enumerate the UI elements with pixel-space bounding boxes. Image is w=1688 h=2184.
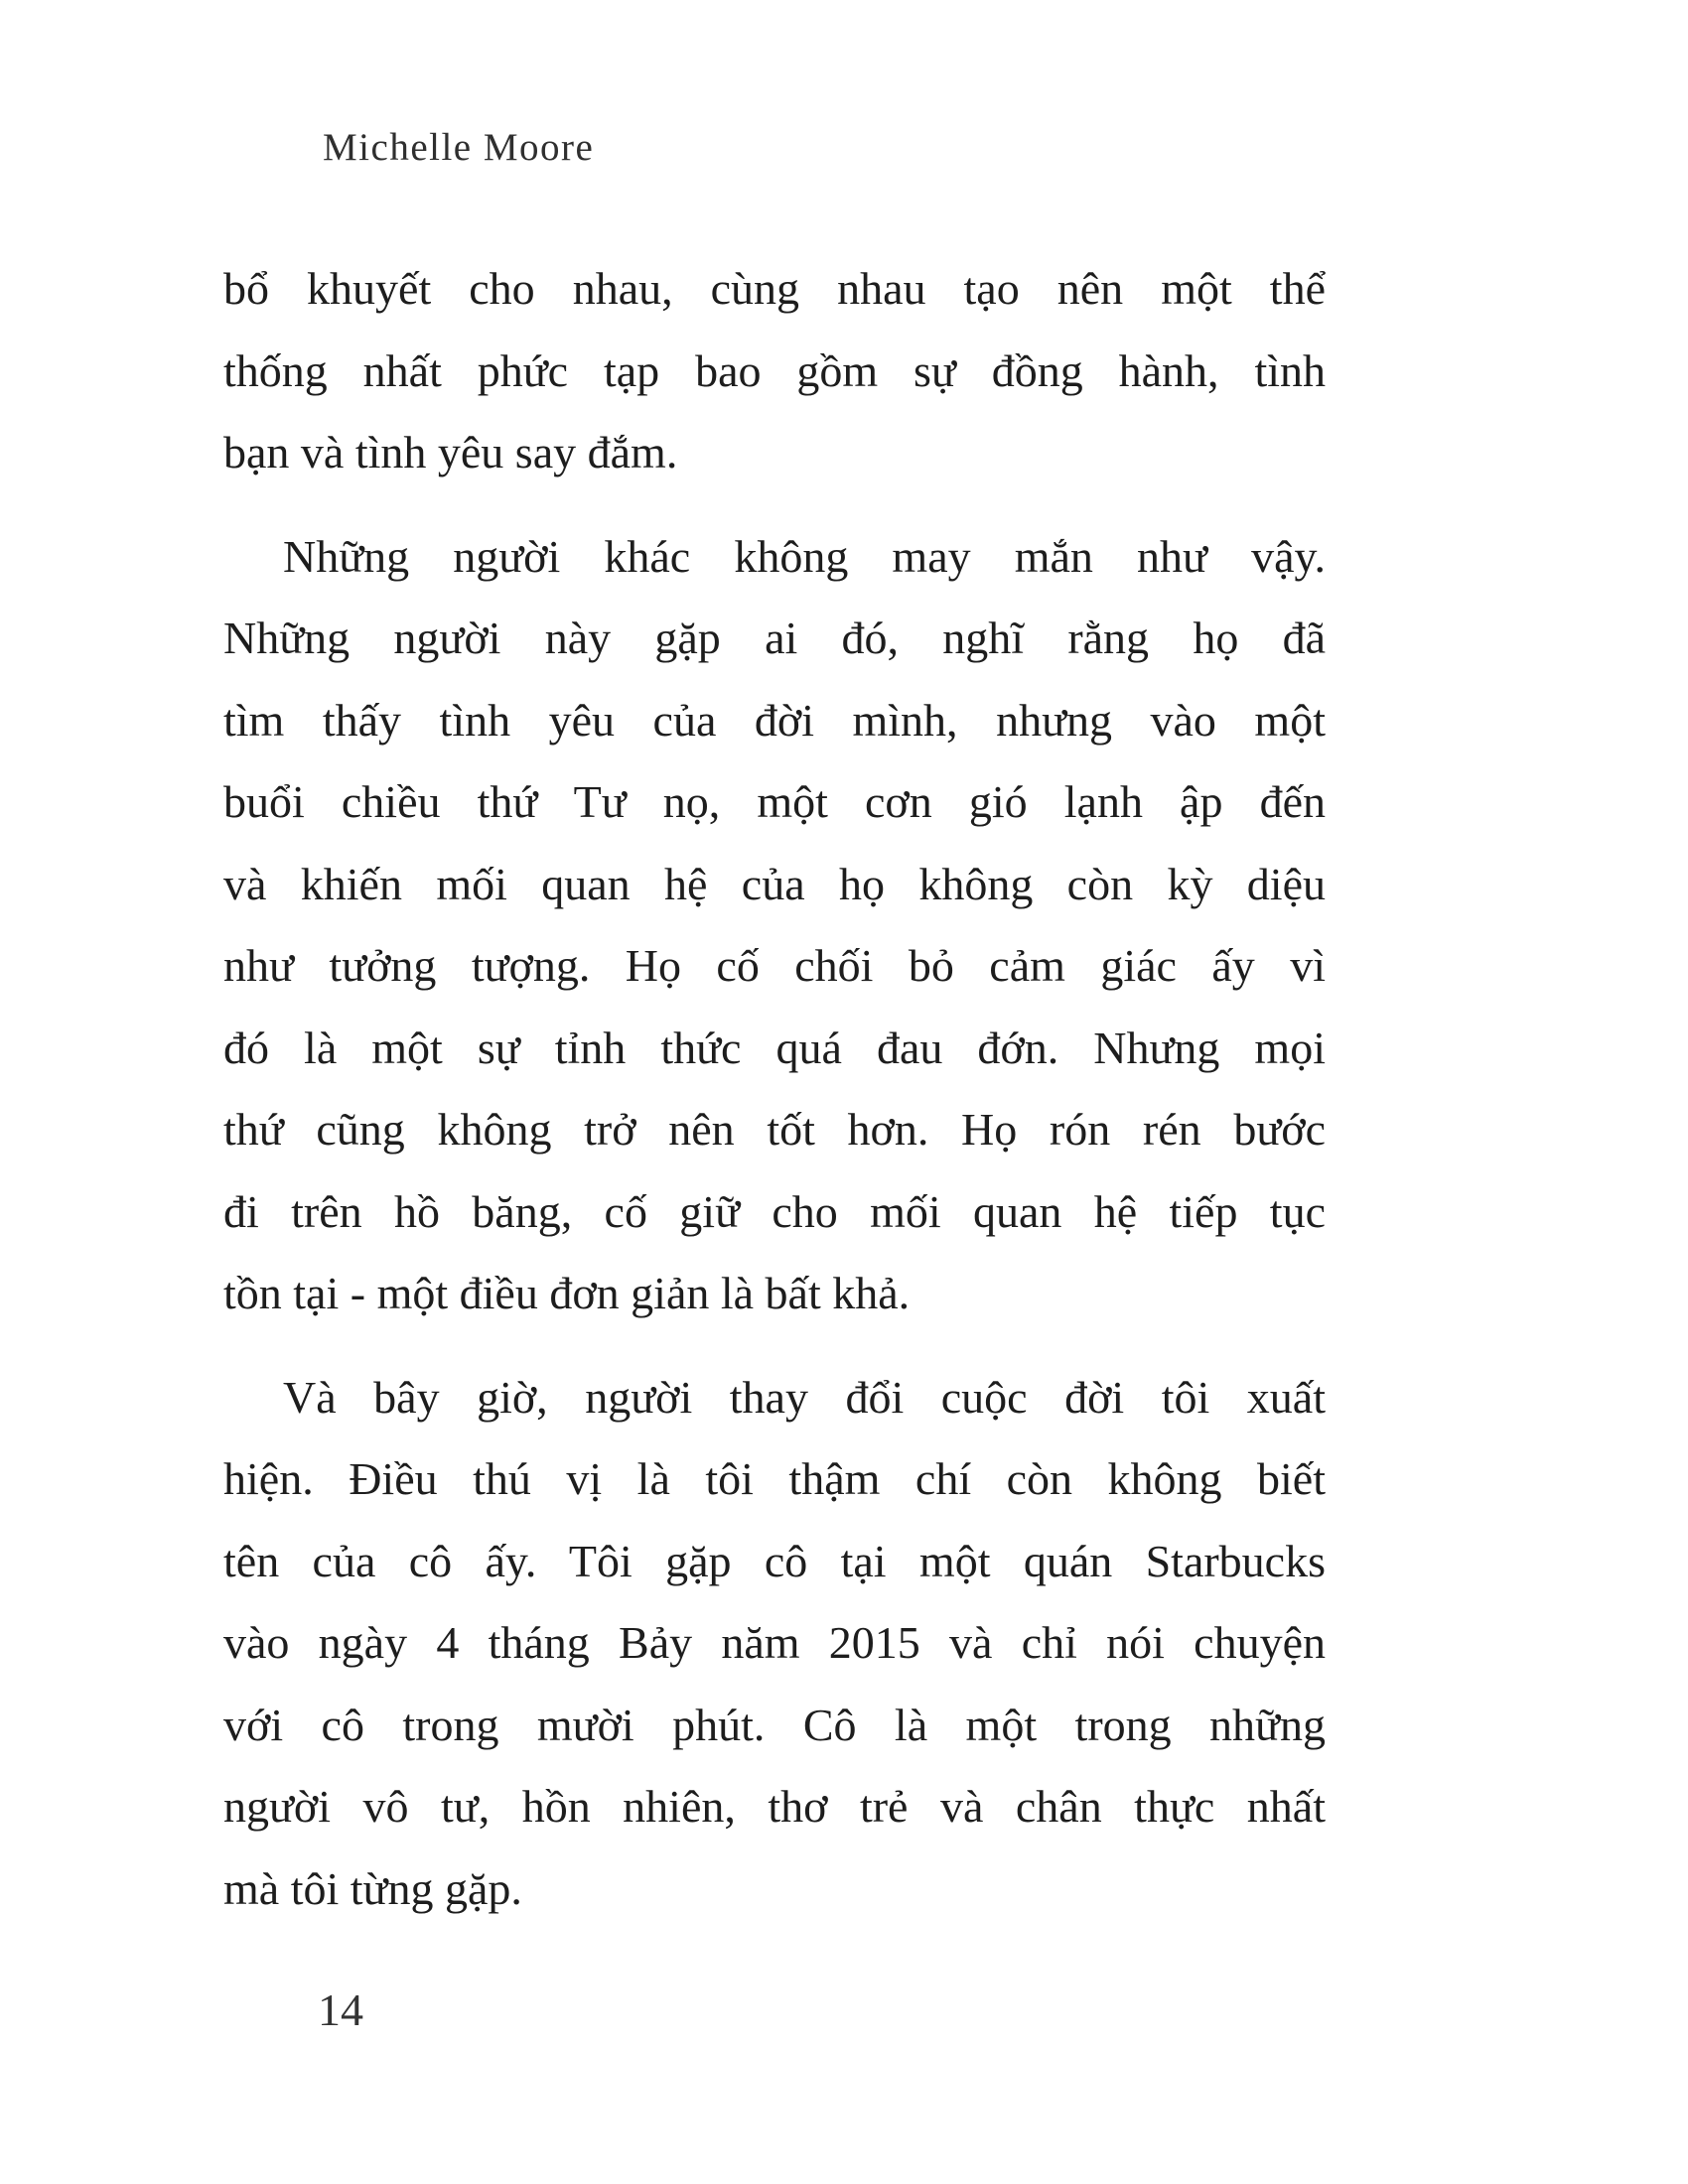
text-line: tìm thấy tình yêu của đời mình, nhưng vào một [223, 694, 1326, 746]
paragraph [223, 516, 1326, 1335]
text-line: đó là một sự tỉnh thức quá đau đớn. Nhưng mọi [223, 1022, 1326, 1073]
text-line: đi trên hồ băng, cố giữ cho mối quan hệ tiếp tục [223, 1185, 1326, 1237]
page-number: 14 [318, 1984, 363, 2035]
text-line: buổi chiều thứ Tư nọ, một cơn gió lạnh ập đến [223, 776, 1326, 827]
text-line: bạn và tình yêu say đắm. [223, 427, 678, 478]
text-line: Những người khác không may mắn như vậy. [283, 530, 1326, 582]
text-line: tồn tại - một điều đơn giản là bất khả. [223, 1268, 911, 1318]
paragraph [223, 1357, 1326, 1931]
text-line: như tưởng tượng. Họ cố chối bỏ cảm giác ấy vì [223, 940, 1326, 991]
paragraph [223, 248, 1326, 494]
text-line: thứ cũng không trở nên tốt hơn. Họ rón rén bước [223, 1104, 1326, 1155]
running-header: Michelle Moore [323, 126, 595, 169]
text-line: mà tôi từng gặp. [223, 1862, 522, 1914]
text-line: bổ khuyết cho nhau, cùng nhau tạo nên một thể [223, 263, 1326, 314]
text-line: thống nhất phức tạp bao gồm sự đồng hành, tình [223, 344, 1326, 396]
text-line: Những người này gặp ai đó, nghĩ rằng họ đã [223, 613, 1326, 663]
text-line: và khiến mối quan hệ của họ không còn kỳ diệu [223, 858, 1326, 909]
text-line: với cô trong mười phút. Cô là một trong những [223, 1699, 1326, 1750]
text-line: hiện. Điều thú vị là tôi thậm chí còn không biết [223, 1453, 1326, 1504]
text-line: vào ngày 4 tháng Bảy năm 2015 và chỉ nói chuyện [223, 1617, 1326, 1668]
text-line: tên của cô ấy. Tôi gặp cô tại một quán Starbucks [223, 1535, 1326, 1586]
text-line: người vô tư, hồn nhiên, thơ trẻ và chân thực nhất [223, 1781, 1326, 1832]
text-line: Và bây giờ, người thay đổi cuộc đời tôi xuất [283, 1371, 1326, 1423]
body-text-block [223, 248, 1326, 1952]
